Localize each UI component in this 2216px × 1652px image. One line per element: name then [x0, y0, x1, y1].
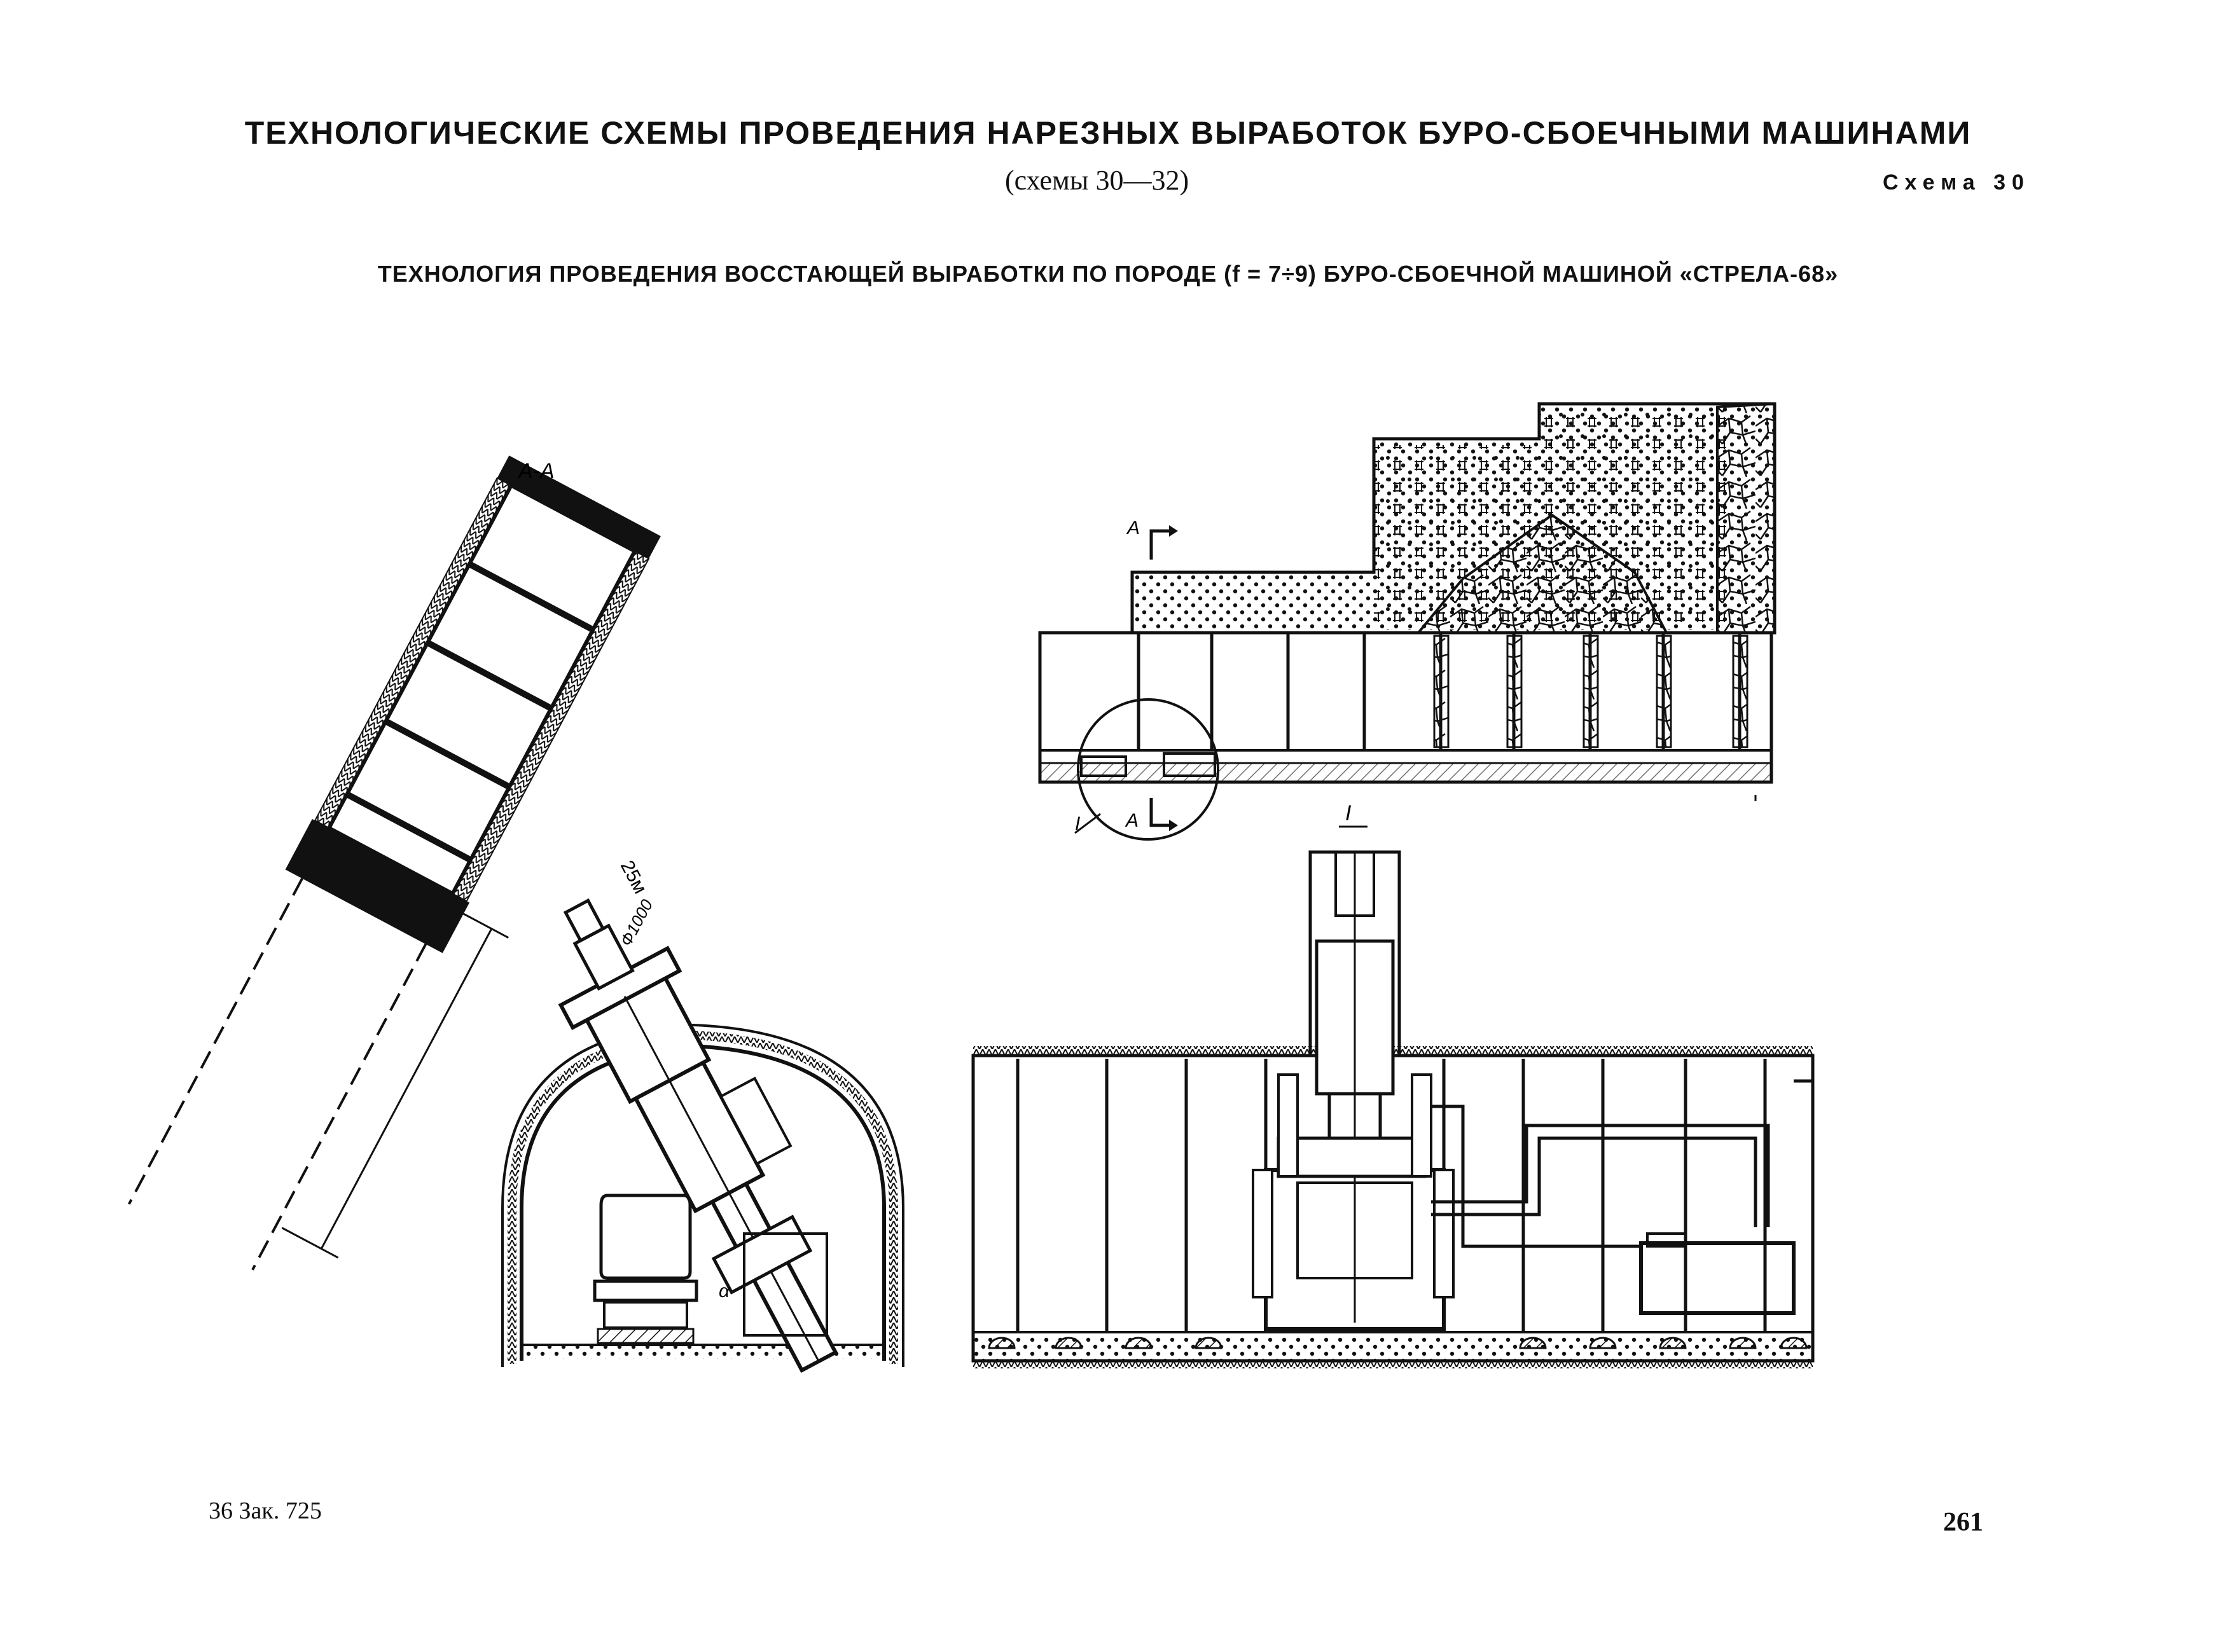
plan-view [1040, 404, 1775, 839]
diagram-heading: ТЕХНОЛОГИЯ ПРОВЕДЕНИЯ ВОССТАЮЩЕЙ ВЫРАБОТКИ ПО ПОРОДЕ (f = 7÷9) БУРО-СБОЕЧНОЙ МАШИНОЙ «СТРЕЛА-68» [377, 261, 1839, 287]
print-order-info: 36 Зак. 725 [209, 1497, 322, 1524]
detail-mark: I [1075, 813, 1081, 834]
section-label: А-А [518, 459, 555, 483]
page-number: 261 [1943, 1508, 1983, 1537]
detail-label: I [1345, 801, 1352, 825]
section-view-a-a [112, 454, 903, 1389]
mine-car [595, 1195, 696, 1343]
detail-frames [1018, 1059, 1765, 1332]
section-mark-top: А [1127, 518, 1140, 539]
raise-length-label: 25м [616, 857, 651, 897]
page-subtitle: (схемы 30—32) [1005, 165, 1189, 196]
drilling-machine [523, 871, 886, 1389]
scheme-label: Схема 30 [1883, 170, 2030, 195]
angle-label: α [719, 1281, 730, 1302]
raise-lining [112, 454, 709, 1303]
diameter-label: Ф1000 [616, 896, 657, 949]
page-title: ТЕХНОЛОГИЧЕСКИЕ СХЕМЫ ПРОВЕДЕНИЯ НАРЕЗНЫХ ВЫРАБОТОК БУРО-СБОЕЧНЫМИ МАШИНАМИ [244, 115, 1972, 151]
section-mark-bottom: А [1126, 810, 1139, 831]
detail-view-i [973, 801, 1813, 1368]
